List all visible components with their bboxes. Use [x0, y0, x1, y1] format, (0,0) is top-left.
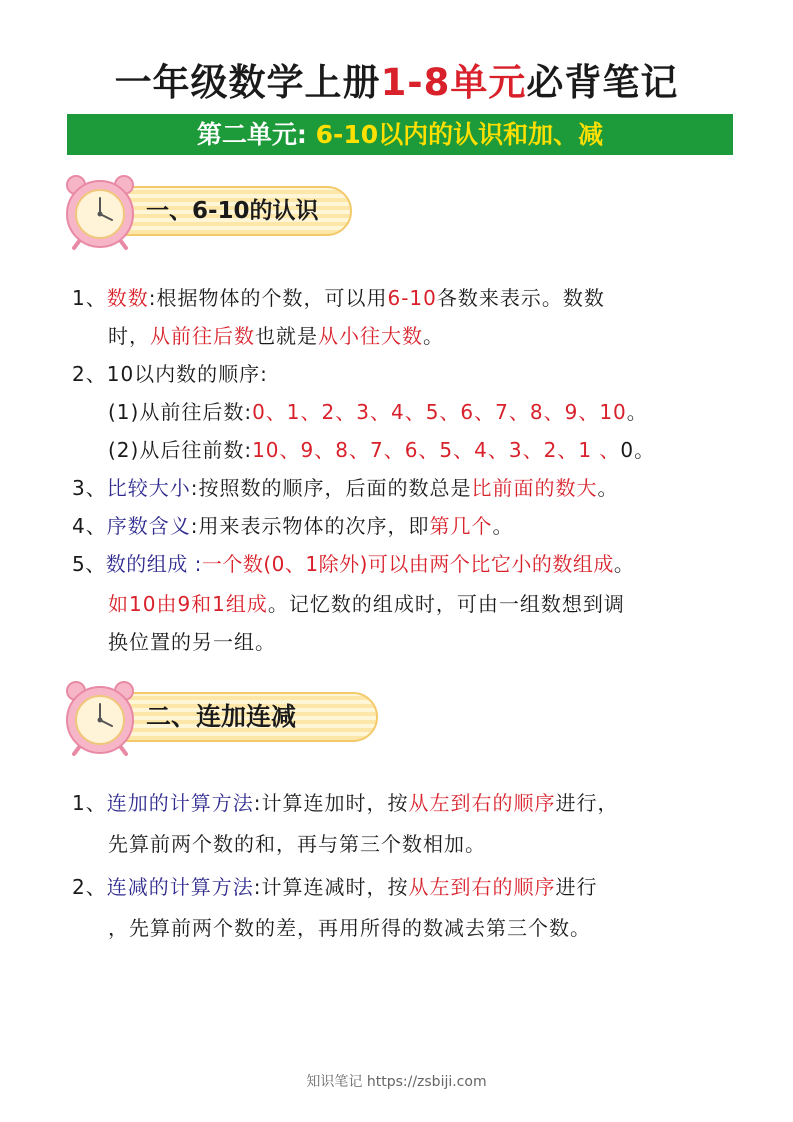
- item-text: 先算前两个数的和，再与第三个数相加。: [108, 832, 486, 856]
- item-number: 3、: [72, 476, 107, 500]
- item-text: :计算连加时，按: [253, 791, 409, 815]
- item-highlight: 一个数(0、1除外)可以由两个比它小的数组成: [201, 552, 614, 576]
- item-highlight: 从左到右的顺序: [408, 791, 556, 815]
- item-text: :按照数的顺序，后面的数总是: [190, 476, 472, 500]
- item-text: 。: [597, 476, 619, 500]
- list-item: [72, 359, 268, 389]
- unit-banner: [67, 114, 733, 155]
- item-text: 也就是: [255, 324, 318, 348]
- item-text: 10以内数的顺序:: [106, 362, 268, 386]
- item-text: (2)从后往前数:: [108, 438, 253, 462]
- item-text: 进行: [555, 875, 598, 899]
- item-highlight: 从前往后数: [150, 324, 255, 348]
- list-subitem: [108, 435, 655, 465]
- item-highlight: 第几个: [429, 514, 493, 538]
- item-text: 换位置的另一组。: [108, 630, 276, 654]
- section-header-2: [62, 678, 352, 758]
- item-text: :根据物体的个数，可以用: [148, 286, 388, 310]
- list-item: [72, 549, 634, 579]
- footer-watermark: 知识笔记 https://zsbiji.com: [306, 1074, 487, 1090]
- unit-label: 第二单元:: [196, 120, 316, 149]
- item-highlight: 0、1、2、3、4、5、6、7、8、9、10: [252, 400, 627, 424]
- list-item-continued: [108, 627, 276, 657]
- item-highlight: 从左到右的顺序: [408, 875, 556, 899]
- item-text: :用来表示物体的次序，即: [190, 514, 430, 538]
- page-title: [0, 52, 793, 106]
- item-text: 时，: [108, 324, 150, 348]
- item-text: ，先算前两个数的差，再用所得的数减去第三个数。: [108, 916, 591, 940]
- item-text: 。记忆数的组成时，可由一组数想到调: [267, 592, 625, 616]
- item-text: (1)从前往后数:: [108, 400, 253, 424]
- list-item: [72, 473, 618, 503]
- section-header-1: [62, 172, 352, 252]
- section-title: 一、6-10的认识: [146, 198, 319, 224]
- title-part: 一年级数学上册: [114, 61, 381, 104]
- section-title: 二、连加连减: [146, 702, 297, 731]
- item-number: 1、: [72, 286, 107, 310]
- list-item-continued: [108, 321, 444, 351]
- list-item: [72, 788, 618, 818]
- item-number: 4、: [72, 514, 107, 538]
- item-highlight: 10、9、8、7、6、5、4、3、2、1 、: [252, 438, 621, 462]
- alarm-clock-icon: [62, 678, 142, 758]
- title-highlight: 1-8单元: [380, 61, 527, 104]
- item-text: 。: [423, 324, 444, 348]
- item-keyword: 连加的计算方法: [106, 791, 254, 815]
- item-highlight: 从小往大数: [318, 324, 423, 348]
- item-text: 。: [626, 400, 648, 424]
- item-keyword: 比较大小: [106, 476, 191, 500]
- item-text: :: [194, 552, 202, 576]
- list-item: [72, 872, 597, 902]
- list-item-continued: [108, 829, 486, 859]
- item-text: :计算连减时，按: [253, 875, 409, 899]
- item-text: 0。: [620, 438, 656, 462]
- unit-topic: 6-10以内的认识和加、减: [315, 120, 604, 149]
- title-part: 必背笔记: [526, 61, 679, 104]
- item-keyword: 序数含义: [106, 514, 191, 538]
- item-number: 2、: [72, 875, 107, 899]
- item-highlight: 如10由9和1组成: [108, 592, 268, 616]
- item-highlight: 6-10: [387, 286, 437, 310]
- item-text: 。: [613, 552, 635, 576]
- item-text: 进行，: [555, 791, 619, 815]
- item-text: 各数来表示。数数: [436, 286, 605, 310]
- item-number: 5、: [72, 552, 106, 576]
- item-keyword: 数的组成: [105, 552, 195, 576]
- list-item-continued: [108, 589, 625, 619]
- item-highlight: 比前面的数大: [471, 476, 598, 500]
- list-item-continued: [108, 913, 591, 943]
- item-keyword: 连减的计算方法: [106, 875, 254, 899]
- item-number: 2、: [72, 362, 107, 386]
- item-keyword: 数数: [106, 286, 149, 310]
- item-text: 。: [492, 514, 514, 538]
- list-subitem: [108, 397, 648, 427]
- list-item: [72, 511, 513, 541]
- alarm-clock-icon: [62, 172, 142, 252]
- list-item: [72, 283, 605, 313]
- item-number: 1、: [72, 791, 107, 815]
